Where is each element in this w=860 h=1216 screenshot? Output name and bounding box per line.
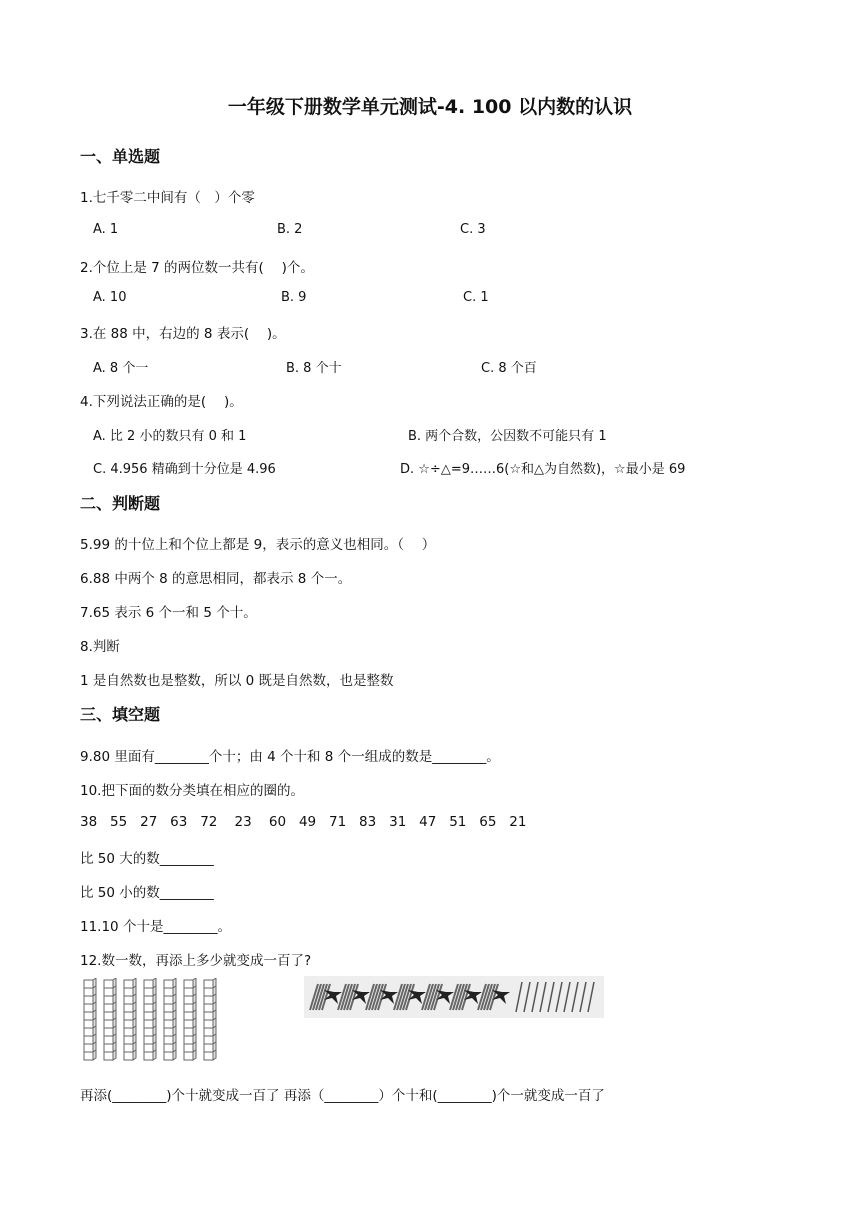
unit-cube: [164, 1020, 173, 1028]
unit-cube: [164, 1004, 173, 1012]
unit-cube: [164, 1044, 173, 1052]
unit-cube: [184, 1036, 193, 1044]
section-heading-single-choice: 一、单选题: [80, 147, 161, 166]
unit-cube: [84, 1020, 93, 1028]
unit-cube: [104, 1012, 113, 1020]
unit-cube: [144, 1020, 153, 1028]
question-9: 9.80 里面有________个十；由 4 个十和 8 个一组成的数是________。: [80, 749, 500, 765]
unit-cube: [104, 1004, 113, 1012]
unit-cube-side: [93, 1050, 96, 1060]
unit-cube-side: [133, 1050, 136, 1060]
option-2b: B. 9: [281, 290, 307, 305]
option-4d: D. ☆÷△=9……6(☆和△为自然数)，☆最小是 69: [400, 462, 686, 477]
unit-cube: [104, 996, 113, 1004]
question-1: 1.七千零二中间有（ ）个零: [80, 190, 255, 206]
unit-cube: [84, 1028, 93, 1036]
unit-cube: [124, 1004, 133, 1012]
unit-cube: [84, 1052, 93, 1060]
unit-cube: [104, 988, 113, 996]
unit-cube: [104, 1020, 113, 1028]
unit-cube: [184, 980, 193, 988]
section-heading-fill-blank: 三、填空题: [80, 705, 161, 724]
unit-cube: [144, 1052, 153, 1060]
option-4b: B. 两个合数，公因数不可能只有 1: [408, 429, 607, 444]
unit-cube: [204, 1052, 213, 1060]
unit-cube: [164, 996, 173, 1004]
unit-cube-side: [153, 1050, 156, 1060]
section-heading-judgement: 二、判断题: [80, 494, 161, 513]
unit-cube: [204, 1012, 213, 1020]
question-4: 4.下列说法正确的是( )。: [80, 394, 243, 410]
unit-cube: [144, 1036, 153, 1044]
question-2: 2.个位上是 7 的两位数一共有( )个。: [80, 260, 314, 276]
unit-cube: [84, 996, 93, 1004]
question-12-answer-line: 再添(________)个十就变成一百了 再添（________）个十和(________)个一就变成一百了: [80, 1088, 605, 1104]
unit-cube: [124, 988, 133, 996]
unit-cube: [144, 1004, 153, 1012]
unit-cube: [84, 988, 93, 996]
unit-cube-side: [213, 1050, 216, 1060]
unit-cube: [204, 1036, 213, 1044]
unit-cube: [184, 1028, 193, 1036]
unit-cube: [124, 1012, 133, 1020]
unit-cube-side: [173, 1050, 176, 1060]
unit-cube: [204, 1004, 213, 1012]
option-4a: A. 比 2 小的数只有 0 和 1: [93, 429, 247, 444]
question-3: 3.在 88 中，右边的 8 表示( )。: [80, 326, 286, 342]
unit-cube: [104, 980, 113, 988]
option-1c: C. 3: [460, 222, 486, 237]
option-3b: B. 8 个十: [286, 361, 342, 376]
option-3c: C. 8 个百: [481, 361, 537, 376]
unit-cube: [144, 1028, 153, 1036]
unit-cube: [204, 1020, 213, 1028]
unit-cube: [204, 1028, 213, 1036]
option-4c: C. 4.956 精确到十分位是 4.96: [93, 462, 276, 477]
unit-cube: [104, 1028, 113, 1036]
option-3a: A. 8 个一: [93, 361, 149, 376]
tens-rods-picture: [82, 978, 230, 1062]
unit-cube: [84, 980, 93, 988]
unit-cube: [144, 1012, 153, 1020]
unit-cube: [124, 996, 133, 1004]
unit-cube: [184, 1004, 193, 1012]
unit-cube: [84, 1012, 93, 1020]
question-6: 6.88 中两个 8 的意思相同，都表示 8 个一。: [80, 571, 352, 587]
question-12: 12.数一数，再添上多少就变成一百了?: [80, 953, 312, 969]
unit-cube: [184, 1044, 193, 1052]
unit-cube: [204, 988, 213, 996]
question-7: 7.65 表示 6 个一和 5 个十。: [80, 605, 257, 621]
unit-cube: [84, 1044, 93, 1052]
question-11: 11.10 个十是________。: [80, 919, 231, 935]
unit-cube: [144, 988, 153, 996]
unit-cube: [164, 1028, 173, 1036]
page-title: 一年级下册数学单元测试-4. 100 以内数的认识: [227, 96, 633, 118]
unit-cube: [124, 1020, 133, 1028]
question-10: 10.把下面的数分类填在相应的圈的。: [80, 783, 304, 799]
unit-cube: [164, 1012, 173, 1020]
unit-cube: [204, 980, 213, 988]
bundles-and-sticks-picture: [304, 976, 604, 1018]
unit-cube: [124, 980, 133, 988]
question-5: 5.99 的十位上和个位上都是 9，表示的意义也相同。（ ）: [80, 537, 436, 553]
unit-cube: [164, 980, 173, 988]
unit-cube: [164, 1052, 173, 1060]
question-8-statement: 1 是自然数也是整数，所以 0 既是自然数，也是整数: [80, 673, 394, 689]
unit-cube: [124, 1028, 133, 1036]
unit-cube: [144, 1044, 153, 1052]
unit-cube: [184, 988, 193, 996]
unit-cube: [164, 988, 173, 996]
unit-cube: [204, 996, 213, 1004]
option-1b: B. 2: [277, 222, 303, 237]
unit-cube: [184, 996, 193, 1004]
unit-cube-side: [113, 1050, 116, 1060]
less-than-50-line: 比 50 小的数________: [80, 885, 214, 901]
option-2a: A. 10: [93, 290, 127, 305]
unit-cube: [104, 1036, 113, 1044]
greater-than-50-line: 比 50 大的数________: [80, 851, 214, 867]
unit-cube: [104, 1052, 113, 1060]
unit-cube: [204, 1044, 213, 1052]
unit-cube: [124, 1052, 133, 1060]
unit-cube: [124, 1036, 133, 1044]
unit-cube: [184, 1012, 193, 1020]
question-8: 8.判断: [80, 639, 120, 655]
unit-cube: [124, 1044, 133, 1052]
unit-cube: [144, 996, 153, 1004]
number-list: 38 55 27 63 72 23 60 49 71 83 31 47 51 65 21: [80, 814, 527, 830]
unit-cube-side: [193, 1050, 196, 1060]
unit-cube: [84, 1036, 93, 1044]
unit-cube: [184, 1020, 193, 1028]
unit-cube: [144, 980, 153, 988]
option-2c: C. 1: [463, 290, 489, 305]
option-1a: A. 1: [93, 222, 119, 237]
unit-cube: [104, 1044, 113, 1052]
unit-cube: [164, 1036, 173, 1044]
unit-cube: [184, 1052, 193, 1060]
unit-cube: [84, 1004, 93, 1012]
